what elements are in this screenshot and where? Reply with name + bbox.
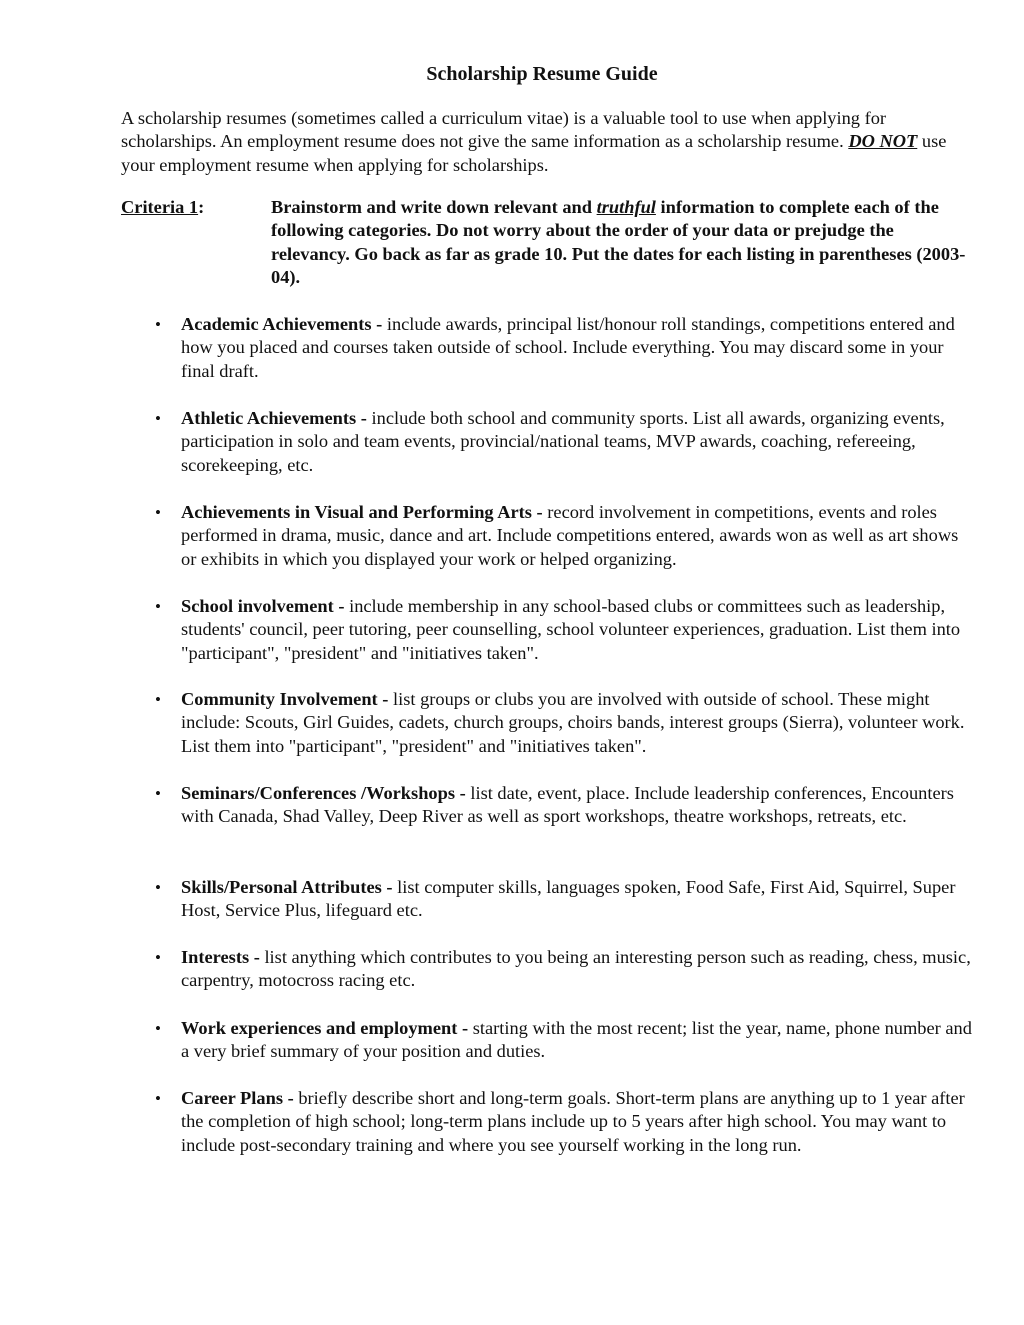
list-item-community-involvement <box>155 688 973 758</box>
item-heading: Seminars/Conferences /Workshops - <box>181 783 466 803</box>
item-body: include membership in any school-based clubs or committees such as leadership, students' council, peer tutoring, peer counselling, school volunteer experiences, graduation. List them into "participant", "president" and "initiatives taken". <box>181 596 961 663</box>
item-heading: Skills/Personal Attributes - <box>181 877 393 897</box>
item-body: record involvement in competitions, events and roles performed in drama, music, dance and art. Include competitions entered, awards won as well as art shows or exhibits in which you displayed your work or helped organizing. <box>181 502 959 569</box>
list-item-career-plans <box>155 1087 973 1157</box>
item-body: list computer skills, languages spoken, Food Safe, First Aid, Squirrel, Super Host, Service Plus, lifeguard etc. <box>181 877 956 921</box>
item-body: list anything which contributes to you being an interesting person such as reading, chess, music, carpentry, motocross racing etc. <box>181 947 971 991</box>
criteria-instructions <box>271 196 971 289</box>
item-heading: Academic Achievements - <box>181 314 383 334</box>
criteria-text-after: information to complete each of the following categories. Do not worry about the order of your data or prejudge the relevancy. Go back as far as grade 10. Put the dates for each listing in parentheses (2003-04). <box>271 197 966 287</box>
intro-text: A scholarship resumes (sometimes called a curriculum vitae) is a valuable tool to use when applying for scholarships. An employment resume does not give the same information as a scholarship resume. <box>121 108 887 152</box>
list-item-skills <box>155 876 973 923</box>
bullet-icon: • <box>155 878 161 897</box>
item-heading: Achievements in Visual and Performing Arts - <box>181 502 543 522</box>
bullet-icon: • <box>155 409 161 428</box>
list-item-academic <box>155 313 973 383</box>
item-heading: Work experiences and employment - <box>181 1018 469 1038</box>
criteria-label-colon: : <box>198 197 205 217</box>
criteria-emphasis: truthful <box>596 197 656 217</box>
criteria-label <box>121 196 204 219</box>
bullet-icon: • <box>155 503 161 522</box>
item-body: starting with the most recent; list the year, name, phone number and a very brief summary of your position and duties. <box>181 1018 972 1062</box>
item-body: include both school and community sports. List all awards, organizing events, participation in solo and team events, provincial/national teams, MVP awards, coaching, refereeing, scorekeeping, etc. <box>181 408 945 475</box>
bullet-icon: • <box>155 1019 161 1038</box>
criteria-text-before: Brainstorm and write down relevant and <box>271 197 592 217</box>
item-heading: School involvement - <box>181 596 345 616</box>
bullet-icon: • <box>155 690 161 709</box>
intro-paragraph <box>121 107 971 177</box>
bullet-icon: • <box>155 315 161 334</box>
bullet-icon: • <box>155 948 161 967</box>
item-body: list groups or clubs you are involved with outside of school. These might include: Scouts, Girl Guides, cadets, church groups, choirs bands, interest groups (Sierra), volunteer work. List them into "participant", "president" and "initiatives taken". <box>181 689 965 756</box>
item-heading: Interests - <box>181 947 260 967</box>
item-body: briefly describe short and long-term goals. Short-term plans are anything up to 1 year after the completion of high school; long-term plans include up to 5 years after high school. You may want to include post-secondary training and where you see yourself working in the long run. <box>181 1088 965 1155</box>
intro-tail: use your employment resume when applying for scholarships. <box>121 131 947 175</box>
criteria-label-text: Criteria 1 <box>121 197 199 217</box>
bullet-icon: • <box>155 597 161 616</box>
list-item-seminars <box>155 782 973 829</box>
intro-emphasis: DO NOT <box>848 131 918 152</box>
bullet-icon: • <box>155 784 161 803</box>
item-body: list date, event, place. Include leadership conferences, Encounters with Canada, Shad Valley, Deep River as well as sport workshops, theatre workshops, retreats, etc. <box>181 783 954 827</box>
item-body: include awards, principal list/honour roll standings, competitions entered and how you placed and courses taken outside of school. Include everything. You may discard some in your final draft. <box>181 314 955 381</box>
bullet-icon: • <box>155 1089 161 1108</box>
list-item-athletic <box>155 407 973 477</box>
list-item-work-experience <box>155 1017 973 1064</box>
page-title: Scholarship Resume Guide <box>426 63 658 85</box>
item-heading: Community Involvement - <box>181 689 389 709</box>
list-item-interests <box>155 946 973 993</box>
item-heading: Athletic Achievements - <box>181 408 367 428</box>
list-item-arts <box>155 501 973 571</box>
list-item-school-involvement <box>155 595 973 665</box>
item-heading: Career Plans - <box>181 1088 294 1108</box>
